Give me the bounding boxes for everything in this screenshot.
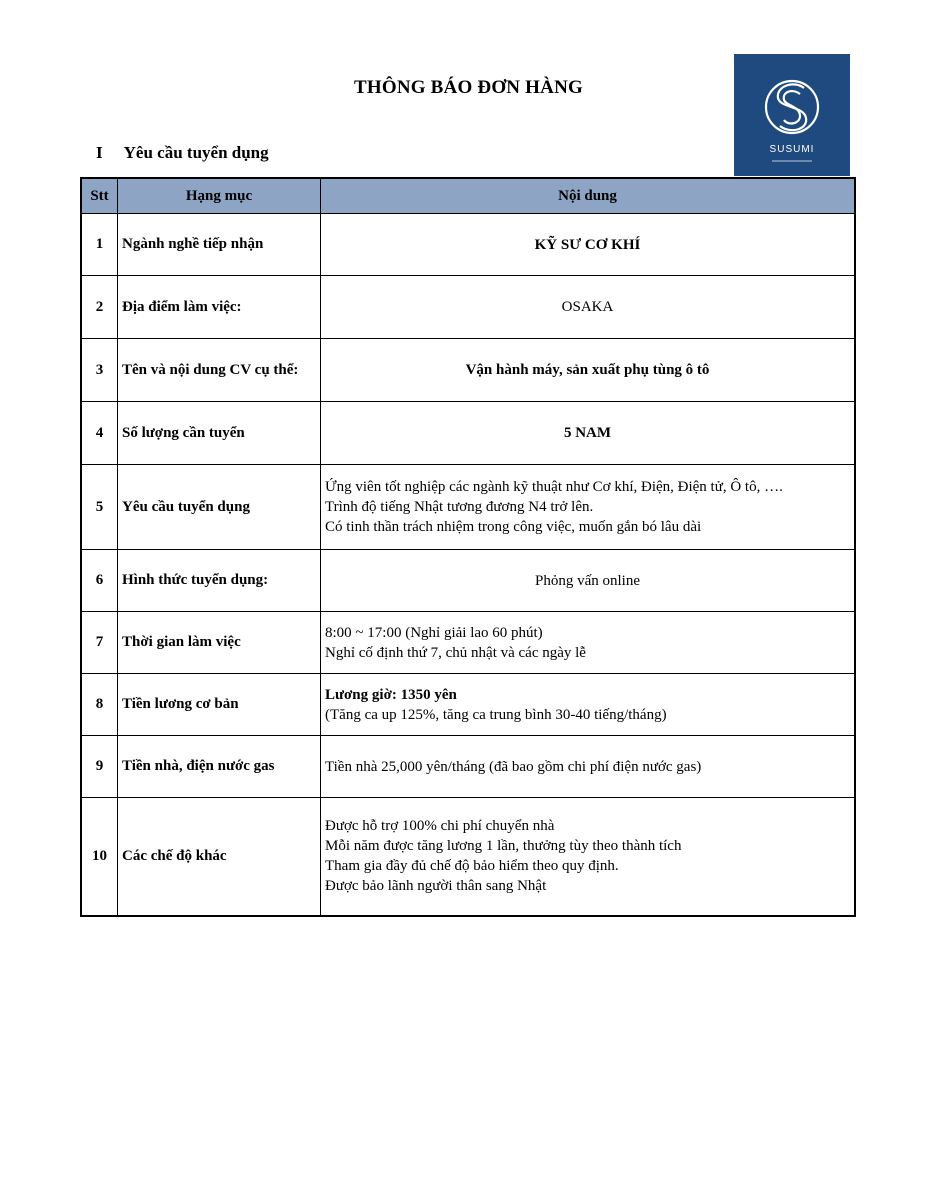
row-stt: 10 xyxy=(81,798,118,916)
row-item: Tên và nội dung CV cụ thể: xyxy=(118,339,321,402)
section-label: Yêu cầu tuyển dụng xyxy=(123,143,269,162)
content-line: Có tinh thần trách nhiệm trong công việc, muốn gắn bó lâu dài xyxy=(325,519,702,535)
row-stt: 5 xyxy=(81,465,118,550)
row-content xyxy=(321,276,856,339)
row-stt: 9 xyxy=(81,736,118,798)
row-item: Các chế độ khác xyxy=(118,798,321,916)
row-stt: 7 xyxy=(81,612,118,674)
row-item: Thời gian làm việc xyxy=(118,612,321,674)
logo-tagline-bar xyxy=(772,160,812,162)
row-item: Hình thức tuyển dụng: xyxy=(118,550,321,612)
table-row xyxy=(81,339,855,402)
page-title: THÔNG BÁO ĐƠN HÀNG xyxy=(354,77,583,98)
table-row xyxy=(81,736,855,798)
content-line: Được hỗ trợ 100% chi phí chuyển nhà xyxy=(325,818,555,835)
content-line: 5 NAM xyxy=(563,425,612,441)
row-content xyxy=(321,736,856,798)
table-row xyxy=(81,674,855,736)
row-content xyxy=(321,798,856,916)
content-line: Lương giờ: 1350 yên xyxy=(325,686,457,703)
susumi-spiral-logo-icon xyxy=(764,74,820,140)
row-content xyxy=(321,612,856,674)
header-item: Hạng mục xyxy=(118,178,321,214)
row-stt: 3 xyxy=(81,339,118,402)
table-header-row xyxy=(81,178,855,214)
table-row xyxy=(81,798,855,916)
row-stt: 1 xyxy=(81,214,118,276)
row-item: Tiền lương cơ bản xyxy=(118,674,321,736)
content-line: Mỗi năm được tăng lương 1 lần, thưởng tùy theo thành tích xyxy=(325,838,682,855)
table-row xyxy=(81,276,855,339)
row-item: Ngành nghề tiếp nhận xyxy=(118,214,321,276)
content-line: Ứng viên tốt nghiệp các ngành kỹ thuật như Cơ khí, Điện, Điện tử, Ô tô, …. xyxy=(325,479,783,495)
content-line: KỸ SƯ CƠ KHÍ xyxy=(534,236,641,253)
content-line: Phỏng vấn online xyxy=(535,572,640,589)
content-line: Trình độ tiếng Nhật tương đương N4 trở lên. xyxy=(325,499,594,515)
row-item: Tiền nhà, điện nước gas xyxy=(118,736,321,798)
content-line: OSAKA xyxy=(561,299,614,315)
content-line: Tham gia đầy đủ chế độ bảo hiểm theo quy định. xyxy=(325,858,619,875)
content-line: Tiền nhà 25,000 yên/tháng (đã bao gồm chi phí điện nước gas) xyxy=(325,758,702,775)
table-row xyxy=(81,550,855,612)
row-stt: 2 xyxy=(81,276,118,339)
content-line: Vận hành máy, sản xuất phụ tùng ô tô xyxy=(465,362,710,378)
row-item: Số lượng cần tuyển xyxy=(118,402,321,465)
row-content xyxy=(321,402,856,465)
content-line: Nghỉ cố định thứ 7, chủ nhật và các ngày lễ xyxy=(325,644,586,661)
row-content xyxy=(321,465,856,550)
content-line: Được bảo lãnh người thân sang Nhật xyxy=(325,878,547,895)
company-logo xyxy=(734,54,850,176)
order-table xyxy=(80,177,856,917)
row-content xyxy=(321,674,856,736)
row-stt: 8 xyxy=(81,674,118,736)
header-stt: Stt xyxy=(81,178,118,214)
table-row xyxy=(81,214,855,276)
content-line: 8:00 ~ 17:00 (Nghỉ giải lao 60 phút) xyxy=(325,624,543,641)
header-content: Nội dung xyxy=(321,178,856,214)
section-heading xyxy=(96,143,269,163)
row-stt: 6 xyxy=(81,550,118,612)
content-line: (Tăng ca up 125%, tăng ca trung bình 30-40 tiếng/tháng) xyxy=(325,706,667,723)
logo-brand-text: SUSUMI xyxy=(769,144,815,155)
table-row xyxy=(81,612,855,674)
row-item: Yêu cầu tuyển dụng xyxy=(118,465,321,550)
row-item: Địa điểm làm việc: xyxy=(118,276,321,339)
row-content xyxy=(321,339,856,402)
section-number: I xyxy=(96,143,103,162)
table-row xyxy=(81,402,855,465)
row-content xyxy=(321,550,856,612)
row-stt: 4 xyxy=(81,402,118,465)
table-row xyxy=(81,465,855,550)
row-content xyxy=(321,214,856,276)
